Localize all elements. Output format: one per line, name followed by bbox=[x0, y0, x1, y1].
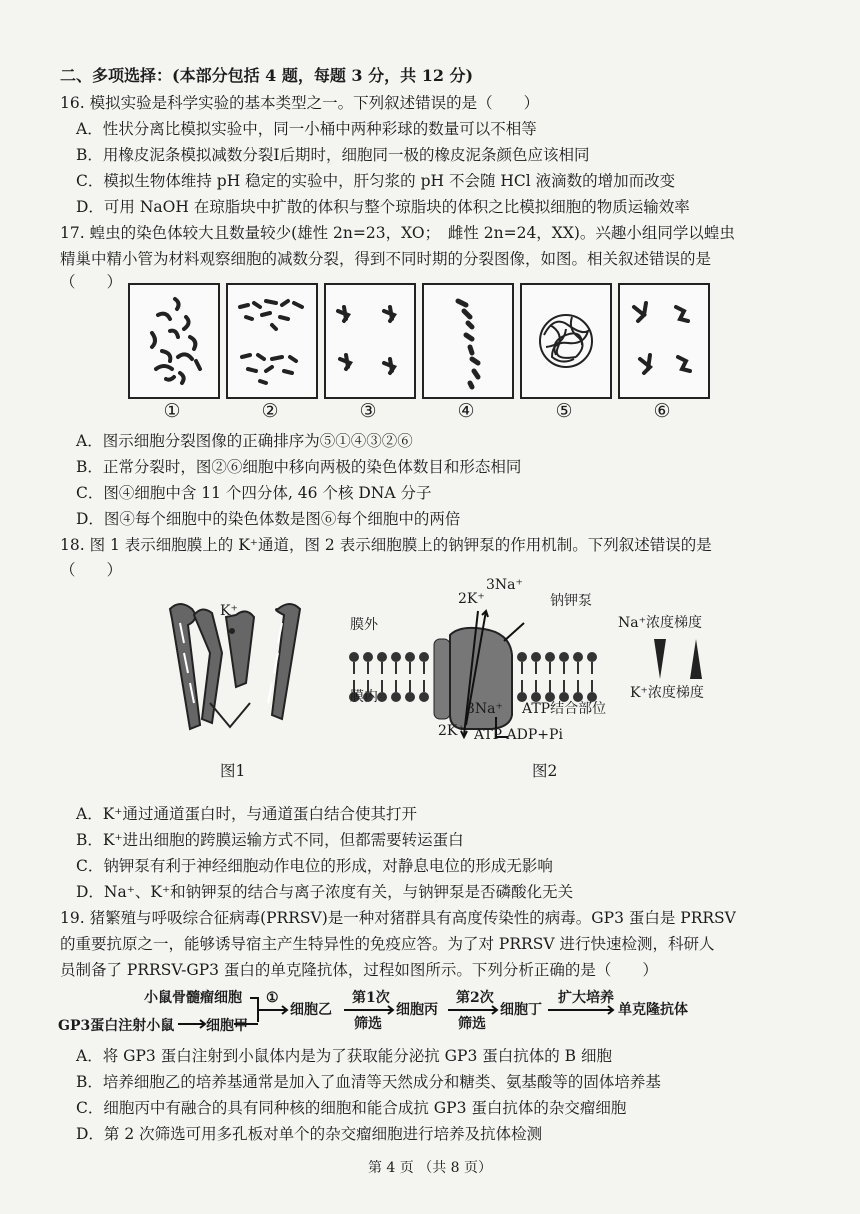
chromosomes-anaphase-icon bbox=[620, 285, 708, 397]
q17-figure bbox=[128, 283, 728, 423]
figure-label-5: ⑤ bbox=[555, 400, 573, 422]
q16-stem: 16. 模拟实验是科学实验的基本类型之一。下列叙述错误的是（ ） bbox=[60, 94, 540, 112]
cell-image-4 bbox=[422, 283, 514, 399]
flow-step1: ① bbox=[266, 990, 279, 1006]
figure-label-3: ③ bbox=[359, 400, 377, 422]
q19-stem-line2: 的重要抗原之一，能够诱导宿主产生特异性的免疫应答。为了对 PRRSV 进行快速检测，科研人 bbox=[60, 935, 715, 953]
fig2-atp-reaction: ATP ADP+Pi bbox=[474, 727, 563, 743]
flow-cell-d: 细胞丁 bbox=[500, 1002, 542, 1018]
q18-stem-line1: 18. 图 1 表示细胞膜上的 K⁺通道，图 2 表示细胞膜上的钠钾泵的作用机制。下列叙述错误的是 bbox=[60, 536, 712, 554]
figure-label-4: ④ bbox=[457, 400, 475, 422]
flow-screen1-bottom: 筛选 bbox=[354, 1016, 382, 1032]
fig2-caption: 图2 bbox=[532, 762, 558, 780]
chromosomes-metaphase-icon bbox=[424, 285, 512, 397]
chromosomes-scattered-icon bbox=[130, 285, 218, 397]
concentration-gradient-icon bbox=[650, 639, 710, 681]
q19-option-c: C．细胞丙中有融合的具有同种核的细胞和能合成抗 GP3 蛋白抗体的杂交瘤细胞 bbox=[76, 1099, 627, 1117]
flow-screen2-bottom: 筛选 bbox=[458, 1016, 486, 1032]
q18-option-a: A．K⁺通过通道蛋白时，与通道蛋白结合使其打开 bbox=[76, 805, 417, 823]
flow-cell-a: 细胞甲 bbox=[206, 1018, 248, 1034]
q16-option-a: A．性状分离比模拟实验中，同一小桶中两种彩球的数量可以不相等 bbox=[76, 120, 537, 138]
q18-figure bbox=[140, 575, 740, 785]
q17-option-d: D．图④每个细胞中的染色体数是图⑥每个细胞中的两倍 bbox=[76, 510, 461, 528]
q16-option-d: D．可用 NaOH 在琼脂块中扩散的体积与整个琼脂块的体积之比模拟细胞的物质运输效率 bbox=[76, 198, 690, 216]
flow-inject: GP3蛋白注射小鼠 bbox=[58, 1018, 175, 1034]
figure-label-1: ① bbox=[163, 400, 181, 422]
q19-option-a: A．将 GP3 蛋白注射到小鼠体内是为了获取能分泌抗 GP3 蛋白抗体的 B 细胞 bbox=[76, 1047, 612, 1065]
q18-option-b: B．K⁺进出细胞的跨膜运输方式不同，但都需要转运蛋白 bbox=[76, 831, 464, 849]
figure-label-6: ⑥ bbox=[653, 400, 671, 422]
q19-option-b: B．培养细胞乙的培养基通常是加入了血清等天然成分和糖类、氨基酸等的固体培养基 bbox=[76, 1073, 661, 1091]
flow-screen1-top: 第1次 bbox=[352, 990, 390, 1006]
flow-cell-c: 细胞丙 bbox=[396, 1002, 438, 1018]
fig2-na-out: 3Na⁺ bbox=[486, 577, 523, 593]
q17-stem-line3: （ ） bbox=[60, 273, 123, 291]
q19-stem-line1: 19. 猪繁殖与呼吸综合征病毒(PRRSV)是一种对猪群具有高度传染性的病毒。GP3 蛋白是 PRRSV bbox=[60, 909, 736, 927]
flow-screen2-top: 第2次 bbox=[456, 990, 494, 1006]
cell-image-2 bbox=[226, 283, 318, 399]
fig1-k-ion-label: K⁺ bbox=[220, 603, 238, 619]
q17-option-b: B．正常分裂时，图②⑥细胞中移向两极的染色体数目和形态相同 bbox=[76, 458, 522, 476]
q17-stem-line2: 精巢中精小管为材料观察细胞的减数分裂，得到不同时期的分裂图像，如图。相关叙述错误的是 bbox=[60, 250, 712, 268]
fig2-outside-label: 膜外 bbox=[350, 617, 378, 633]
k-gradient-label: K⁺浓度梯度 bbox=[630, 685, 704, 701]
cell-image-1 bbox=[128, 283, 220, 399]
section-title: 二、多项选择：(本部分包括 4 题，每题 3 分，共 12 分) bbox=[60, 66, 474, 85]
q18-option-d: D．Na⁺、K⁺和钠钾泵的结合与离子浓度有关，与钠钾泵是否磷酸化无关 bbox=[76, 883, 574, 901]
fig2-pump-label: 钠钾泵 bbox=[550, 593, 592, 609]
fig2-inside-label: 膜内 bbox=[350, 689, 378, 705]
cell-image-5 bbox=[520, 283, 612, 399]
q19-stem-line3: 员制备了 PRRSV-GP3 蛋白的单克隆抗体，过程如图所示。下列分析正确的是（ ） bbox=[60, 961, 658, 979]
chromosomes-two-groups-icon bbox=[228, 285, 316, 397]
fig2-k-in: 2K⁺ bbox=[438, 723, 465, 739]
q17-stem-line1: 17. 蝗虫的染色体较大且数量较少(雄性 2n=23，XO； 雌性 2n=24，XX)。兴趣小组同学以蝗虫 bbox=[60, 224, 735, 242]
fig2-atp-site: ATP结合部位 bbox=[522, 701, 607, 717]
flow-myeloma: 小鼠骨髓瘤细胞 bbox=[144, 990, 242, 1006]
q18-option-c: C．钠钾泵有利于神经细胞动作电位的形成，对静息电位的形成无影响 bbox=[76, 857, 553, 875]
flow-product: 单克隆抗体 bbox=[618, 1002, 688, 1018]
fig2-k-out: 2K⁺ bbox=[458, 591, 485, 607]
fig1-caption: 图1 bbox=[220, 762, 246, 780]
q16-option-c: C．模拟生物体维持 pH 稳定的实验中，肝匀浆的 pH 不会随 HCl 液滴数的增加而改变 bbox=[76, 172, 676, 190]
q17-option-c: C．图④细胞中含 11 个四分体, 46 个核 DNA 分子 bbox=[76, 484, 432, 502]
cell-image-3 bbox=[324, 283, 416, 399]
page-footer: 第 4 页 （共 8 页） bbox=[367, 1160, 493, 1176]
q19-flowchart bbox=[58, 988, 738, 1038]
flow-expand: 扩大培养 bbox=[558, 990, 614, 1006]
q19-option-d: D．第 2 次筛选可用多孔板对单个的杂交瘤细胞进行培养及抗体检测 bbox=[76, 1125, 543, 1143]
q16-option-b: B．用橡皮泥条模拟减数分裂Ⅰ后期时，细胞同一极的橡皮泥条颜色应该相同 bbox=[76, 146, 590, 164]
q17-option-a: A．图示细胞分裂图像的正确排序为⑤①④③②⑥ bbox=[76, 432, 413, 450]
cell-image-6 bbox=[618, 283, 710, 399]
chromosomes-four-clusters-icon bbox=[326, 285, 414, 397]
q18-stem-line2: （ ） bbox=[60, 561, 123, 579]
chromatin-tangle-icon bbox=[522, 285, 610, 397]
flow-cell-b: 细胞乙 bbox=[290, 1002, 332, 1018]
figure-label-2: ② bbox=[261, 400, 279, 422]
na-gradient-label: Na⁺浓度梯度 bbox=[618, 615, 702, 631]
fig2-na-in: 3Na⁺ bbox=[466, 701, 503, 717]
